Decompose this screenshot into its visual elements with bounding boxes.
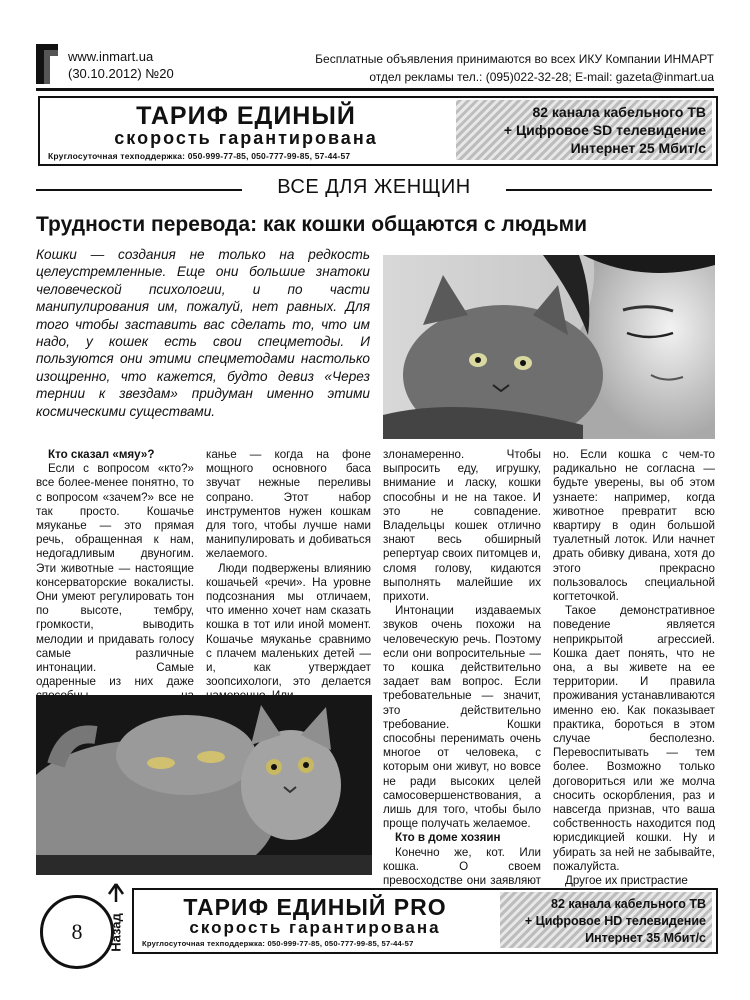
advert-side: [456, 100, 712, 160]
ads-notice: Бесплатные объявления принимаются во всех ИКУ Компании ИНМАРТ: [315, 52, 714, 66]
column-1-text: Если с вопросом «кто?» все более-менее понятно, то с вопросом «зачем?» все не так просто. Кошачье мяуканье — это прямая речь, обращенная к нам, недогадливым двуногим. Эти животные — настоящие консерваторские вокалисты. Они умеют регулировать тон по высоте, тембру, громкости, выводить мелодии и придавать голосу самые различные интонации. Самые одаренные из них даже: [36, 462, 194, 689]
column-4-paragraph-1: но. Если кошка с чем-то радикально не согласна — будьте уверены, вы об этом узнаете: например, когда животное превратит всю квартиру в один большой туалетный лоток. Или начнет драть обивку дивана, хотя до этого прекрасно пользовалось специальной когтеточкой.: [553, 448, 715, 604]
column-3-paragraph-2: Интонации издаваемых звуков очень похожи на человеческую речь. Поэтому если они вопросительные — то кошка действительно задает вам вопрос. Если требовательные — значит, это действительно требование. Кошки способны перенимать очень многое от человека, с которым они живут, но вовсе не ради высоких целей самосовершенствования, а лишь для того, чтобы было проще получать желаемое.: [383, 604, 541, 831]
section-rule-right: [506, 189, 712, 191]
woman-with-cat-image: [383, 255, 715, 439]
advert-line-3: Интернет 25 Мбит/с: [570, 140, 706, 156]
bottom-advert-subtitle: скорость гарантирована: [189, 918, 441, 937]
back-label-wrap[interactable]: [104, 905, 128, 965]
advert-main: [40, 98, 452, 164]
article-lead: Кошки — создания не только на редкость целеустремленные. Еще они большие знатоки человеческой психологии, и по части манипулирования им, пожалуй, нет равных. Для того чтобы заставить вас сделать то, что им надо, у кошек есть свои спецметоды. И пользуются они этими спецметодами настолько изощренно, что кажется, будто девиз «Через тернии к звездам» придуман именно этими космическими существами.: [36, 247, 370, 419]
article-column-4: [553, 448, 715, 888]
woman-with-cat-photo: [383, 255, 715, 439]
section-header: [36, 176, 712, 202]
advert-line-2: + Цифровое SD телевидение: [503, 122, 706, 138]
advert-line-1: 82 канала кабельного ТВ: [532, 104, 706, 120]
advert-support: Круглосуточная техподдержка: 050-999-77-85, 050-777-99-85, 57-44-57: [48, 151, 351, 161]
top-advert[interactable]: [38, 96, 718, 166]
bottom-advert-support: Круглосуточная техподдержка: 050-999-77-85, 050-777-99-85, 57-44-57: [142, 939, 414, 948]
bottom-advert-line-2: + Цифровое HD телевидение: [524, 914, 706, 928]
issue-info: (30.10.2012) №20: [68, 66, 174, 81]
header-rule: [36, 88, 714, 91]
bottom-advert-main: [134, 890, 496, 952]
section-title: ВСЕ ДЛЯ ЖЕНЩИН: [277, 176, 471, 198]
bottom-advert-line-3: Интернет 35 Мбит/с: [585, 931, 706, 945]
subheading-who-said-meow: Кто сказал «мяу»?: [48, 448, 155, 461]
column-2-paragraph-1: канье — когда на фоне мощного основного баса звучат нежные переливы сопрано. Этот набор инструментов нужен кошкам для того, чтобы лучше нами манипулировать и добиваться желаемого.: [206, 448, 371, 561]
column-2-paragraph-2: Люди подвержены влиянию кошачьей «речи». На уровне подсознания мы отличаем, что именно хочет нам сказать кошка в тот или иной момент. Кошачье мяуканье сравнимо с плачем маленьких детей — и, как утверждает зоопсихологи, это делается: [206, 561, 371, 689]
advert-subtitle: скорость гарантирована: [114, 128, 378, 148]
header-left: [68, 48, 174, 82]
article-column-2: [206, 448, 371, 704]
page-corner-mark: [36, 44, 58, 84]
advert-title: ТАРИФ ЕДИНЫЙ: [136, 102, 356, 130]
ads-contacts: отдел рекламы тел.: (095)022-32-28; E-mail: gazeta@inmart.ua: [369, 70, 714, 84]
two-cats-image: [36, 695, 372, 875]
page-number: 8: [40, 895, 114, 969]
article-column-3: [383, 448, 541, 903]
bottom-advert-side: [500, 892, 712, 948]
site-link[interactable]: www.inmart.ua: [68, 49, 154, 64]
bottom-advert-line-1: 82 канала кабельного ТВ: [551, 897, 706, 911]
subheading-who-is-master: Кто в доме хозяин: [395, 831, 501, 845]
bottom-advert-title: ТАРИФ ЕДИНЫЙ PRO: [183, 894, 447, 920]
section-rule-left: [36, 189, 242, 191]
back-label[interactable]: Назад: [108, 913, 124, 952]
bottom-advert[interactable]: [132, 888, 718, 954]
two-cats-photo: [36, 695, 372, 875]
article-headline: Трудности перевода: как кошки общаются с людьми: [36, 213, 588, 236]
header-right: [315, 50, 714, 86]
column-3-paragraph-3: Конечно же, кот. Или кошка. О своем превосходстве они заявляют: [383, 845, 541, 888]
column-3-paragraph-1: злонамеренно. Чтобы выпросить еду, игрушку, внимание и ласку, кошки способны и не на такое. И это не совпадение. Владельцы кошек отлично знают весь обширный репертуар своих питомцев и, сломя голову, кидаются выполнять малейшие их прихоти.: [383, 448, 541, 604]
article-column-1: [36, 448, 194, 718]
column-4-paragraph-3: Другое их пристрастие: [565, 874, 688, 888]
column-4-paragraph-2: Такое демонстративное поведение является неприкрытой агрессией. Кошка дает понять, что не она, а вы живете на ее территории. И правила проживания устанавливаются именно ею. Как показывает практика, бороться в этом случае бесполезно. Перевоспитывать — тем более. Возможно только договориться или же молча сносить оскорбления, раз и навсегда признав, что ваша собственность находится под юрисдикцией кошки. Ну и убирать за ней не забывайте, пожалуйста.: [553, 604, 715, 873]
